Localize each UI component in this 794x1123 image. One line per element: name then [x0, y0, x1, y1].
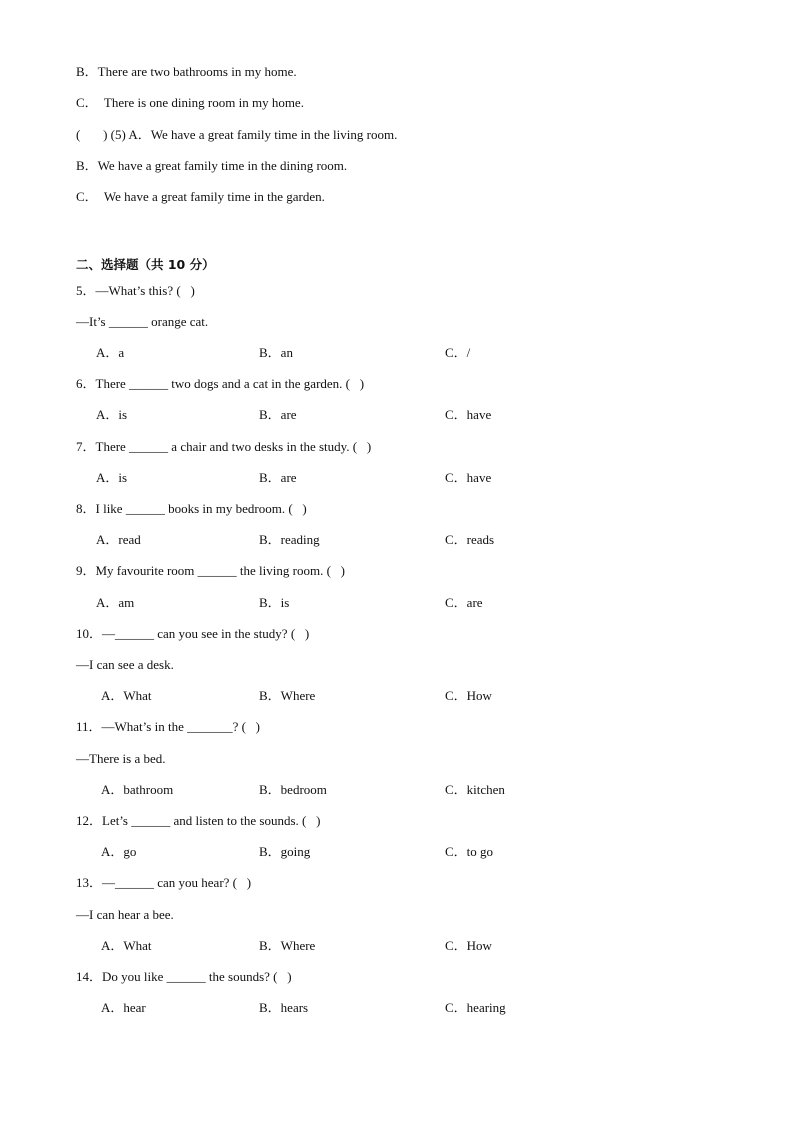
option-a[interactable]: A．a	[96, 345, 125, 360]
option-a[interactable]: A．bathroom	[101, 782, 174, 797]
option-b[interactable]: B．is	[259, 595, 290, 610]
option-b[interactable]: B．are	[259, 470, 297, 485]
question-5-option-b[interactable]: B．We have a great family time in the dining room.	[76, 158, 348, 173]
answer-option-c[interactable]: C． There is one dining room in my home.	[76, 95, 304, 110]
option-b[interactable]: B．Where	[259, 938, 316, 953]
option-c[interactable]: C．How	[445, 688, 492, 703]
question-5-option-a[interactable]: ( ) (5) A．We have a great family time in the living room.	[76, 127, 398, 142]
option-a[interactable]: A．is	[96, 470, 128, 485]
option-a[interactable]: A．hear	[101, 1000, 146, 1015]
option-b[interactable]: B．Where	[259, 688, 316, 703]
option-b[interactable]: B．an	[259, 345, 293, 360]
question-text: —I can hear a bee.	[76, 907, 174, 922]
question-text: 8．I like ______ books in my bedroom. ( )	[76, 501, 307, 516]
question-5-option-c[interactable]: C． We have a great family time in the garden.	[76, 189, 325, 204]
question-text: 11．—What’s in the _______? ( )	[76, 719, 261, 734]
option-a[interactable]: A．is	[96, 407, 128, 422]
option-c[interactable]: C．How	[445, 938, 492, 953]
option-a[interactable]: A．What	[101, 688, 152, 703]
option-c[interactable]: C．reads	[445, 532, 495, 547]
question-text: 7．There ______ a chair and two desks in the study. ( )	[76, 439, 372, 454]
option-b[interactable]: B．are	[259, 407, 297, 422]
question-text: 12．Let’s ______ and listen to the sounds. ( )	[76, 813, 321, 828]
question-text: 14．Do you like ______ the sounds? ( )	[76, 969, 292, 984]
option-c[interactable]: C．kitchen	[445, 782, 505, 797]
question-text: —I can see a desk.	[76, 657, 174, 672]
option-b[interactable]: B．hears	[259, 1000, 309, 1015]
option-a[interactable]: A．What	[101, 938, 152, 953]
option-c[interactable]: C．to go	[445, 844, 494, 859]
question-text: 5．—What’s this? ( )	[76, 283, 195, 298]
option-b[interactable]: B．reading	[259, 532, 320, 547]
option-c[interactable]: C．are	[445, 595, 483, 610]
question-text: —There is a bed.	[76, 751, 166, 766]
option-b[interactable]: B．going	[259, 844, 311, 859]
section-title: 二、选择题（共 10 分）	[76, 257, 215, 272]
question-text: 6．There ______ two dogs and a cat in the garden. ( )	[76, 376, 365, 391]
option-a[interactable]: A．read	[96, 532, 141, 547]
option-c[interactable]: C．/	[445, 345, 471, 360]
option-a[interactable]: A．am	[96, 595, 135, 610]
option-b[interactable]: B．bedroom	[259, 782, 327, 797]
option-c[interactable]: C．hearing	[445, 1000, 506, 1015]
question-text: 9．My favourite room ______ the living room. ( )	[76, 563, 345, 578]
option-a[interactable]: A．go	[101, 844, 137, 859]
question-text: —It’s ______ orange cat.	[76, 314, 209, 329]
question-text: 10．—______ can you see in the study? ( )	[76, 626, 310, 641]
option-c[interactable]: C．have	[445, 407, 492, 422]
option-c[interactable]: C．have	[445, 470, 492, 485]
question-text: 13．—______ can you hear? ( )	[76, 875, 252, 890]
answer-option-b[interactable]: B．There are two bathrooms in my home.	[76, 64, 297, 79]
